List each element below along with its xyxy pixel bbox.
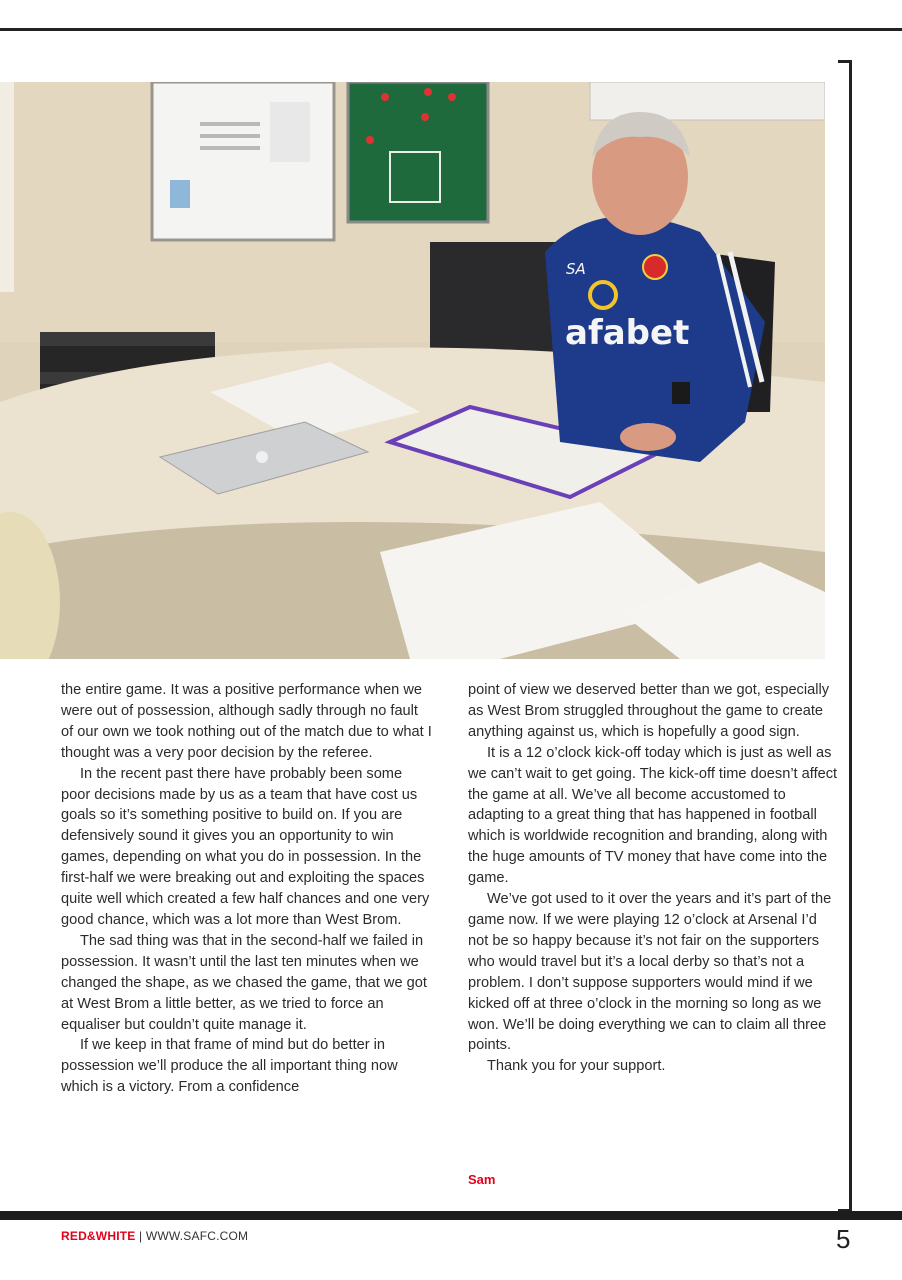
right-margin-rule [849,60,852,1212]
photo-illustration [0,82,825,659]
signature: Sam [468,1172,496,1187]
article-paragraph: point of view we deserved better than we got, especially as West Brom struggled throughout the game to create anything against us, which is hopefully a good sign. [468,682,829,740]
article-paragraph: It is a 12 o’clock kick-off today which is just as well as we can’t wait to get going. The kick-off time doesn’t affect the game at all. We’ve all become accustomed to adapting to a great thing that has happened in football which is worldwide recognition and branding, along with the huge amounts of TV money that have come into the game. [468,744,838,887]
article-column-right [468,680,840,1077]
sponsor-text: afabet [565,313,690,353]
footer-site-link[interactable]: WWW.SAFC.COM [145,1229,249,1243]
bottom-bar [0,1211,902,1220]
article-paragraph: We’ve got used to it over the years and it’s part of the game now. If we were playing 12 o’clock at Arsenal I’d not be so happy because it’s not fair on the supporters who would travel but it’s a local derby so that’s not a problem. I don’t suppose supporters would mind if we kicked off at three o’clock in the morning so long as we won. We’ll be doing everything we can to claim all three points. [468,891,832,1054]
article-paragraph: In the recent past there have probably been some poor decisions made by us as a team that have cost us goals so it’s something positive to build on. If you are defensively sound it gives you an opportunity to win games, depending on what you do in possession. In the first-half we were breaking out and exploiting the spaces quite well which created a few half chances and one very good chance, which was a lot more than West Brom. [61,765,430,928]
manager-office-photo [0,82,825,659]
article-paragraph: The sad thing was that in the second-half we failed in possession. It wasn’t until the last ten minutes when we changed the shape, as we chased the game, that we got at West Brom a little better, as we tried to force an equaliser but couldn’t quite manage it. [61,932,427,1033]
article-paragraph: If we keep in that frame of mind but do better in possession we’ll produce the all important thing now which is a victory. From a confidence [61,1037,398,1096]
top-rule [0,28,902,31]
footer-brand: RED&WHITE [61,1229,136,1243]
article-paragraph: Thank you for your support. [487,1058,666,1075]
rule-tick-top [838,60,852,63]
footer-separator: | [135,1229,146,1243]
kit-initials: SA [566,260,586,278]
article-paragraph: the entire game. It was a positive performance when we were out of possession, although sadly through no fault of our own we took nothing out of the match due to what I thought was a very poor decision by the referee. [61,682,432,761]
article-column-left [61,680,433,1098]
page-footer [61,1229,248,1243]
page-number: 5 [836,1224,851,1254]
